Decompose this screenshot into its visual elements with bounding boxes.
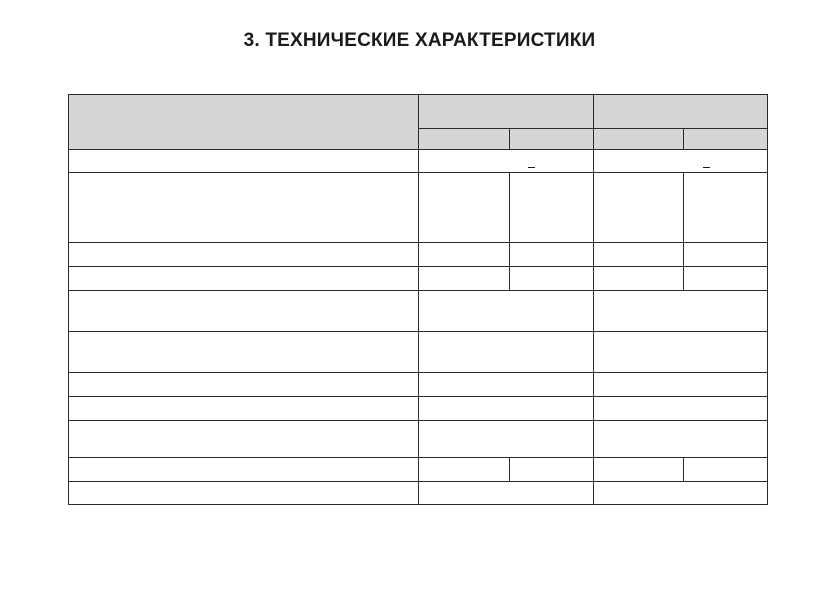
parameter-cell xyxy=(69,421,419,458)
value-cell xyxy=(594,291,768,332)
value-cell xyxy=(419,173,510,243)
table-row xyxy=(69,267,768,291)
value-cell xyxy=(684,173,768,243)
parameter-cell xyxy=(69,332,419,373)
dash-mark xyxy=(703,167,710,168)
value-cell xyxy=(594,243,684,267)
header-model-1-cell xyxy=(419,95,594,129)
header-subcol-cell xyxy=(684,129,768,150)
parameter-cell xyxy=(69,397,419,421)
parameter-cell xyxy=(69,243,419,267)
header-subcol-cell xyxy=(419,129,510,150)
value-cell xyxy=(419,243,510,267)
value-cell xyxy=(594,458,684,482)
header-parameter-cell xyxy=(69,95,419,150)
value-cell xyxy=(510,267,594,291)
parameter-cell xyxy=(69,373,419,397)
parameter-cell xyxy=(69,173,419,243)
page-title: 3. ТЕХНИЧЕСКИЕ ХАРАКТЕРИСТИКИ xyxy=(243,30,596,51)
value-cell xyxy=(419,458,510,482)
value-cell xyxy=(594,482,768,505)
value-cell xyxy=(419,397,594,421)
table-row xyxy=(69,482,768,505)
table-row xyxy=(69,397,768,421)
header-model-2-cell xyxy=(594,95,768,129)
value-cell xyxy=(510,243,594,267)
table-row xyxy=(69,150,768,173)
value-cell xyxy=(419,332,594,373)
parameter-cell xyxy=(69,482,419,505)
value-cell xyxy=(510,173,594,243)
spec-table xyxy=(68,94,768,505)
table-row xyxy=(69,173,768,243)
parameter-cell xyxy=(69,458,419,482)
table-row xyxy=(69,458,768,482)
value-cell xyxy=(684,458,768,482)
value-cell xyxy=(594,332,768,373)
header-subcol-cell xyxy=(510,129,594,150)
value-cell xyxy=(594,421,768,458)
value-cell xyxy=(684,267,768,291)
value-cell xyxy=(419,421,594,458)
table-row xyxy=(69,291,768,332)
parameter-cell xyxy=(69,291,419,332)
value-cell xyxy=(419,291,594,332)
parameter-cell xyxy=(69,267,419,291)
parameter-cell xyxy=(69,150,419,173)
dash-mark xyxy=(528,167,535,168)
table-row xyxy=(69,332,768,373)
value-cell xyxy=(419,267,510,291)
header-subcol-cell xyxy=(594,129,684,150)
value-cell xyxy=(419,150,594,173)
table-row xyxy=(69,243,768,267)
value-cell xyxy=(419,482,594,505)
value-cell xyxy=(510,458,594,482)
value-cell xyxy=(594,397,768,421)
table-row xyxy=(69,373,768,397)
value-cell xyxy=(594,373,768,397)
value-cell xyxy=(594,173,684,243)
table-row xyxy=(69,421,768,458)
value-cell xyxy=(684,243,768,267)
value-cell xyxy=(594,150,768,173)
value-cell xyxy=(594,267,684,291)
value-cell xyxy=(419,373,594,397)
